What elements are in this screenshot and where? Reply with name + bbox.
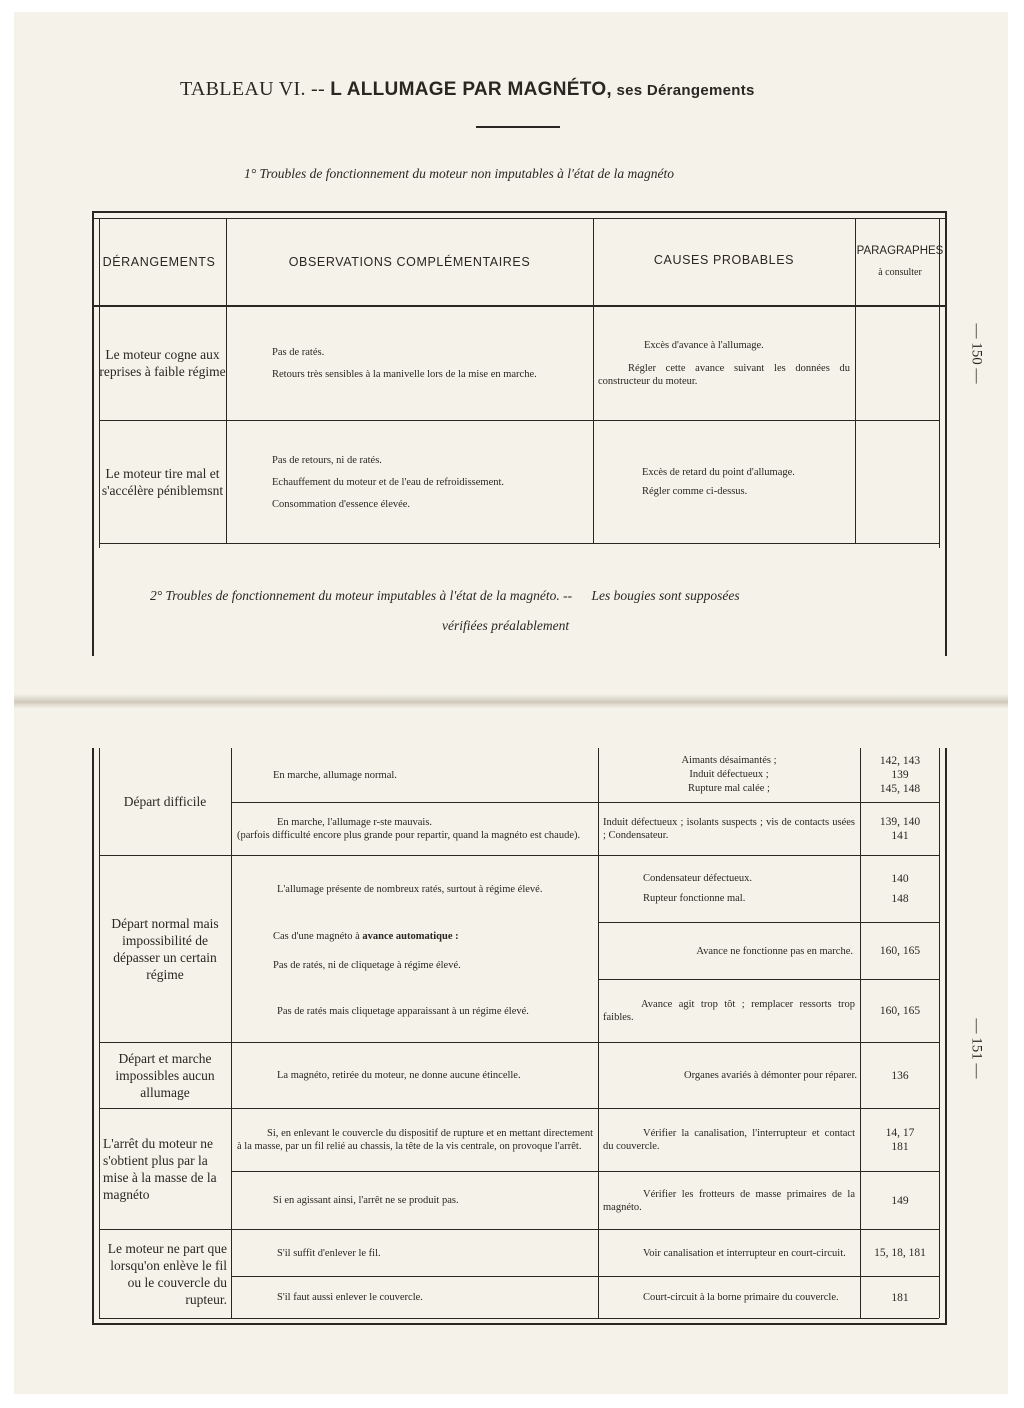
t2-row5a-observation: S'il suffit d'enlever le fil. — [277, 1247, 381, 1259]
t2-row2c-causes — [599, 980, 859, 1042]
t2-row2b-paragraphs: 160, 165 — [879, 945, 921, 957]
page-number-151: — 151 — — [968, 1018, 985, 1079]
title-prefix: TABLEAU VI. -- — [180, 78, 331, 100]
t2-row4b-cause-text: Vérifier les frotteurs de masse primaires de la magnéto. — [603, 1188, 855, 1213]
t2-row3-causes: Organes avariés à démonter pour réparer. — [684, 1070, 857, 1081]
t2-row1b-causes: Induit défectueux ; isolants suspects ; vis de contacts usées ; Condensateur. — [603, 817, 855, 841]
t2-row2a-observation — [233, 856, 597, 922]
header-paragraphes-label: PARAGRAPHES — [856, 245, 944, 257]
t2-row3-observation: La magnéto, retirée du moteur, ne donne aucune étincelle. — [277, 1070, 521, 1081]
section2-title-b: Les bougies sont supposées — [591, 588, 740, 603]
t2-row1b-par-1: 139, 140 — [879, 816, 921, 828]
section2-title-sep: -- — [559, 588, 576, 603]
t2-row5a-cause-text: Voir canalisation et interrupteur en court-circuit. — [643, 1247, 846, 1259]
row1-obs-1: Pas de ratés. — [272, 346, 325, 358]
t2-row5b-paragraphs: 181 — [891, 1291, 909, 1304]
table2-left-border — [92, 748, 94, 1324]
table2-right-border — [945, 748, 947, 1324]
section1-title: 1° Troubles de fonctionnement du moteur non imputables à l'état de la magnéto — [244, 166, 674, 181]
t2-row4a-par-2: 181 — [891, 1141, 909, 1153]
t2-row2a-par-1: 140 — [891, 873, 909, 885]
t2-row2b-causes: Avance ne fonctionne pas en marche. — [696, 945, 853, 957]
t2-row2a-cause-1: Condensateur défectueux. — [643, 873, 753, 884]
t2-row1a-observation: En marche, allumage normal. — [273, 769, 397, 781]
t2-row2-derangement: Départ normal mais impossibilité de dépasser un certain régime — [111, 916, 219, 982]
row2-obs-2: Echauffement du moteur et de l'eau de refroidissement. — [272, 476, 505, 488]
t2-row2b-obs-2: Pas de ratés, ni de cliquetage à régime élevé. — [273, 960, 461, 971]
t2-row5b-causes — [599, 1277, 859, 1318]
t2-row1b-paragraphs — [861, 803, 939, 855]
t2-row2c-cause-text: Avance agit trop tôt ; remplacer ressorts trop faibles. — [603, 999, 855, 1023]
t2-row2a-paragraphs — [861, 856, 939, 922]
t2-row4a-cause-text: Vérifier la canalisation, l'interrupteur et contact du couvercle. — [603, 1128, 855, 1152]
page-title — [180, 78, 880, 101]
page-number-150: — 150 — — [968, 323, 985, 384]
table2-bottom-inner — [99, 1318, 939, 1319]
table1-bottom-inner — [99, 543, 939, 544]
t2-row2b-observations — [233, 923, 597, 979]
table2-col-divider-1 — [231, 748, 232, 1318]
table2-bottom-border — [92, 1323, 947, 1325]
t2-row5b-observation: S'il faut aussi enlever le couvercle. — [277, 1292, 423, 1303]
t2-row5a-paragraphs: 15, 18, 181 — [874, 1247, 926, 1259]
t2-row2a-par-2: 148 — [891, 893, 909, 905]
row2-causes — [594, 421, 854, 543]
row2-obs-3: Consommation d'essence élevée. — [272, 498, 411, 510]
section2-title-line2: vérifiées préalablement — [442, 618, 570, 633]
t2-row1b-observations — [233, 803, 597, 855]
table1-right-border — [945, 211, 947, 656]
t2-row4b-causes — [599, 1172, 859, 1229]
section2-title-a: 2° Troubles de fonctionnement du moteur imputables à l'état de la magnéto. — [150, 588, 560, 603]
t2-row2a-obs-text: L'allumage présente de nombreux ratés, surtout à régime élevé. — [277, 883, 543, 895]
header-paragraphes — [855, 218, 945, 305]
t2-row1b-par-2: 141 — [891, 830, 909, 842]
t2-row4a-paragraphs — [861, 1109, 939, 1171]
row2-obs-1: Pas de retours, ni de ratés. — [272, 454, 382, 466]
t2-row2c-obs-text: Pas de ratés mais cliquetage apparaissant à un régime élevé. — [277, 1005, 529, 1017]
row2-observations — [228, 421, 592, 543]
title-main: L ALLUMAGE PAR MAGNÉTO, — [330, 79, 612, 100]
t2-row4a-observation — [233, 1109, 597, 1171]
row2-cause-1: Excès de retard du point d'allumage. — [642, 467, 795, 478]
t2-row4-derangement: L'arrêt du moteur ne s'obtient plus par la mise à la masse de la magnéto — [103, 1136, 217, 1202]
t2-row4a-par-1: 14, 17 — [885, 1127, 915, 1139]
t2-row1a-paragraphs — [861, 748, 939, 802]
t2-row3-paragraphs: 136 — [891, 1069, 909, 1082]
header-derangements: DÉRANGEMENTS — [102, 254, 216, 269]
row1-derangement: Le moteur cogne aux reprises à faible régime — [99, 347, 226, 379]
title-suffix: ses Dérangements — [611, 82, 755, 99]
row1-cause-2: Régler cette avance suivant les données du constructeur du moteur. — [598, 362, 850, 387]
t2-row1a-cause-2: Induit défectueux ; — [689, 769, 769, 780]
t2-row1b-obs-1: En marche, l'allumage r-ste mauvais. — [277, 817, 433, 828]
t2-row5b-cause-text: Court-circuit à la borne primaire du couvercle. — [643, 1292, 839, 1303]
table1-top-border — [92, 211, 947, 213]
t2-row1a-cause-3: Rupture mal calée ; — [688, 783, 770, 794]
table2-right-inner — [939, 748, 940, 1318]
t2-row2a-causes — [599, 856, 859, 922]
row1-cause-1: Excès d'avance à l'allumage. — [644, 339, 764, 351]
t2-row1b-obs-2: (parfois difficulté encore plus grande pour repartir, quand la magnéto est chaude). — [237, 830, 581, 841]
row2-derangement: Le moteur tire mal et s'accélère péniblemsnt — [101, 466, 224, 498]
t2-row1a-cause-1: Aimants désaimantés ; — [681, 755, 777, 766]
row2-cause-2: Régler comme ci-dessus. — [642, 486, 748, 497]
header-paragraphes-sub: à consulter — [878, 267, 922, 278]
section2-title-line1 — [150, 588, 740, 604]
t2-row2c-observation — [233, 980, 597, 1042]
t2-row2b-obs-pre: Cas d'une magnéto à — [273, 931, 363, 942]
t2-row4a-causes — [599, 1109, 859, 1171]
t2-row1a-par-3: 145, 148 — [879, 783, 921, 795]
header-observations: OBSERVATIONS COMPLÉMENTAIRES — [288, 254, 531, 269]
t2-row2b-obs-bold: avance automatique : — [362, 931, 459, 942]
t2-row2a-cause-2: Rupteur fonctionne mal. — [643, 893, 746, 904]
t2-row4b-paragraphs: 149 — [891, 1194, 909, 1207]
t2-row2c-paragraphs: 160, 165 — [879, 1005, 921, 1017]
t2-row1a-par-2: 139 — [891, 769, 909, 781]
t2-row5-derangement: Le moteur ne part que lorsqu'on enlève le fil ou le couvercle du rupteur. — [107, 1241, 227, 1307]
title-rule — [476, 126, 560, 128]
t2-row1-derangement: Départ difficile — [123, 794, 207, 809]
t2-row5a-causes — [599, 1230, 859, 1276]
t2-row4b-observation: Si en agissant ainsi, l'arrêt ne se produit pas. — [273, 1195, 459, 1206]
row1-observations — [228, 306, 592, 420]
row1-obs-2: Retours très sensibles à la manivelle lors de la mise en marche. — [272, 368, 537, 380]
t2-row4a-obs-text: Si, en enlevant le couvercle du dispositif de rupture et en mettant directement à la masse, par un fil relié au chassis, la tête de la vis centrale, on provoque l'arrêt. — [237, 1128, 593, 1152]
row1-causes — [594, 306, 854, 420]
t2-row1a-causes — [599, 748, 859, 802]
header-causes: CAUSES PROBABLES — [653, 253, 795, 267]
t2-row1a-par-1: 142, 143 — [879, 755, 921, 767]
t2-row3-derangement: Départ et marche impossibles aucun allumage — [115, 1051, 215, 1100]
page-fold — [14, 694, 1008, 708]
